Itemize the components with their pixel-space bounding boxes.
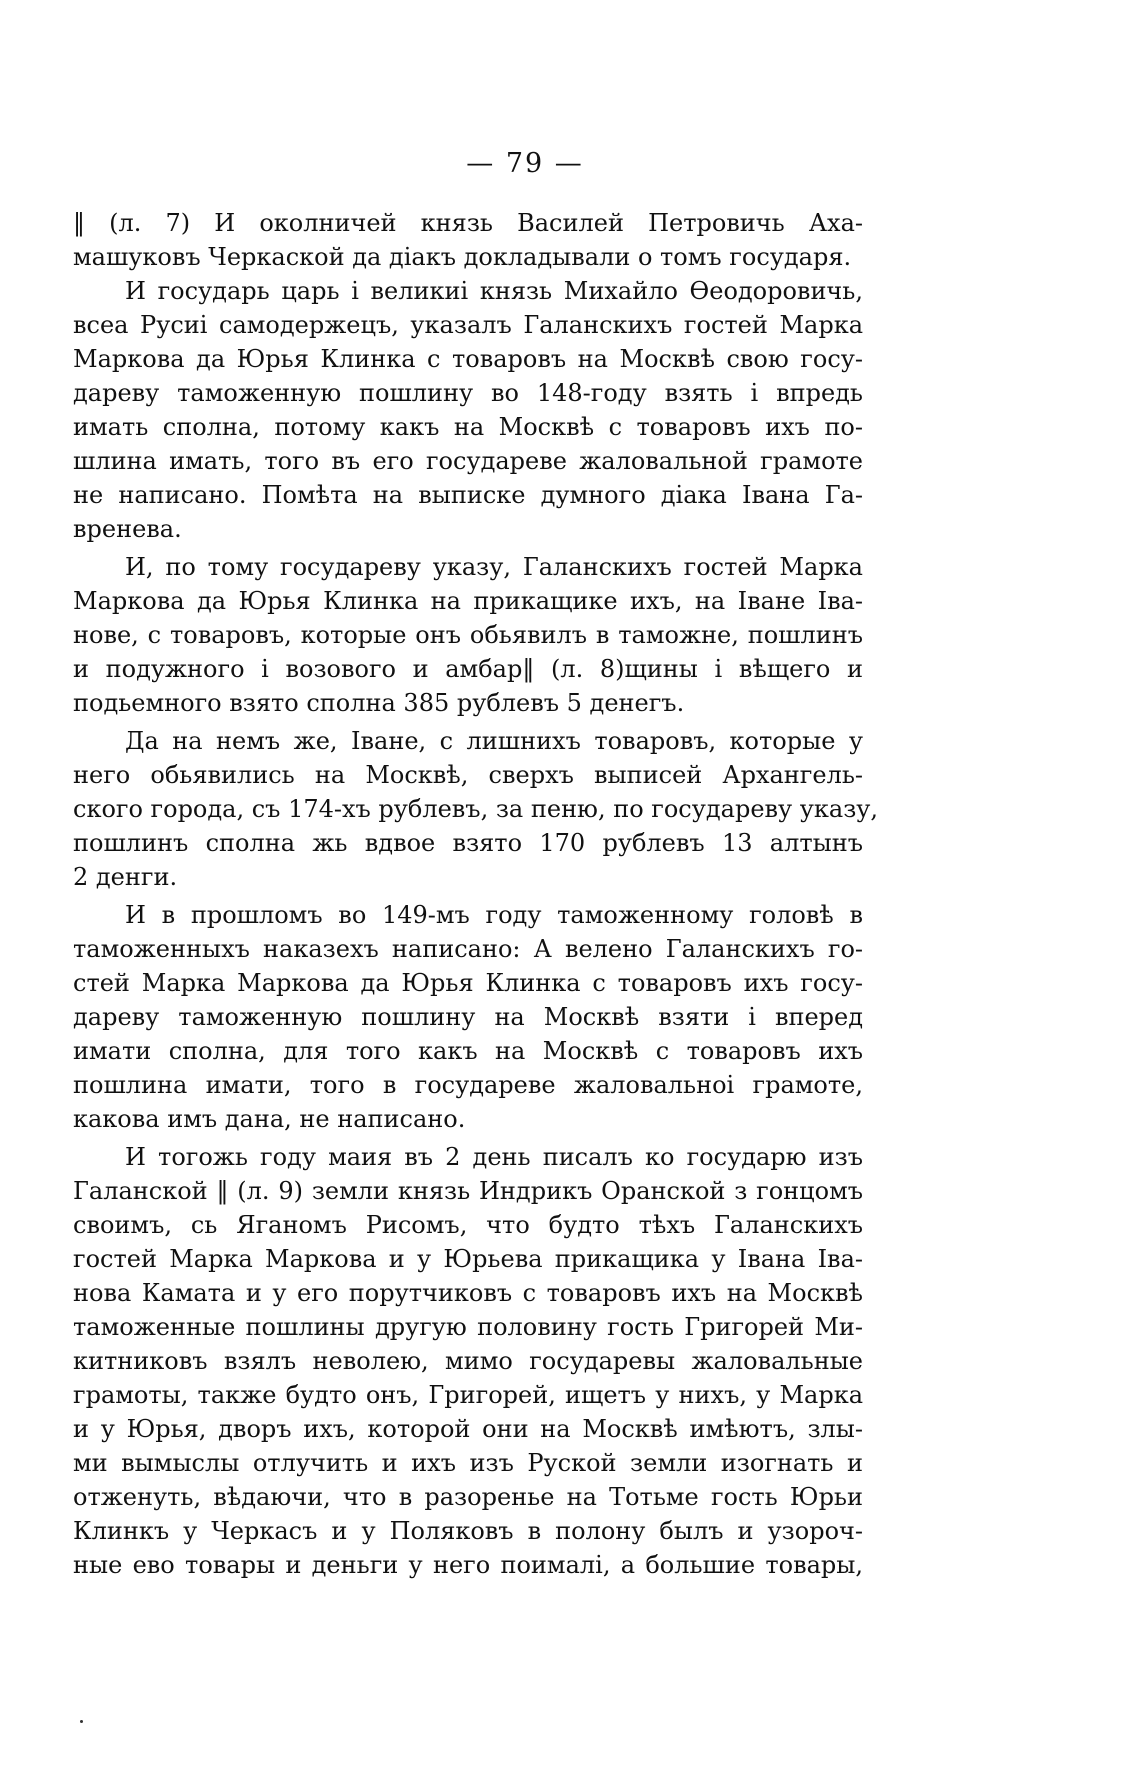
text-line: и у Юрья, дворъ ихъ, которой они на Москвѣ имѣютъ, злы- xyxy=(73,1415,863,1443)
text-line: ные ево товары и деньги у него поималі, а большие товары, xyxy=(73,1551,863,1579)
text-line: грамоты, также будто онъ, Григорей, ищетъ у нихъ, у Марка xyxy=(73,1381,863,1409)
text-line: отженуть, вѣдаючи, что в разоренье на Тотьме гость Юрьи xyxy=(73,1483,863,1511)
text-line: пошлина имати, того в государеве жаловальноі грамоте, xyxy=(73,1071,863,1099)
text-line: шлина имать, того въ его государеве жаловальной грамоте xyxy=(73,447,863,475)
text-line: гостей Марка Маркова и у Юрьева прикащика у Івана Іва- xyxy=(73,1245,863,1273)
text-line: И государь царь і великиі князь Михайло Өеодоровичь, xyxy=(125,277,863,305)
text-line: Да на немъ же, Іване, с лишнихъ товаровъ, которые у xyxy=(125,727,863,755)
text-line: И в прошломъ во 149-мъ году таможенному головѣ в xyxy=(125,901,863,929)
text-line: дареву таможенную пошлину во 148-году взять і впредь xyxy=(73,379,863,407)
text-line: какова имъ дана, не написано. xyxy=(73,1105,466,1133)
text-line: вренева. xyxy=(73,515,182,543)
text-line: 2 денги. xyxy=(73,863,178,891)
page-number: — 79 — xyxy=(466,148,584,179)
text-line: И, по тому государеву указу, Галанскихъ гостей Марка xyxy=(125,553,863,581)
text-line: Клинкъ у Черкасъ и у Поляковъ в полону былъ и узороч- xyxy=(73,1517,863,1545)
text-line: своимъ, сь Яганомъ Рисомъ, что будто тѣхъ Галанскихъ xyxy=(73,1211,863,1239)
text-line: нове, с товаровъ, которые онъ обьявилъ в таможне, пошлинъ xyxy=(73,621,863,649)
text-line: пошлинъ сполна жь вдвое взято 170 рублевъ 13 алтынъ xyxy=(73,829,863,857)
text-line: имати сполна, для того какъ на Москвѣ с товаровъ ихъ xyxy=(73,1037,863,1065)
text-line: подьемного взято сполна 385 рублевъ 5 денегъ. xyxy=(73,689,685,717)
text-line: Маркова да Юрья Клинка на прикащике ихъ, на Іване Іва- xyxy=(73,587,863,615)
text-line: него обьявились на Москвѣ, сверхъ выписей Архангель- xyxy=(73,761,863,789)
text-line: и подужного і возового и амбар‖ (л. 8)щины і вѣщего и xyxy=(73,655,863,683)
text-line: стей Марка Маркова да Юрья Клинка с товаровъ ихъ госу- xyxy=(73,969,863,997)
text-line: ‖ (л. 7) И околничей князь Василей Петровичь Аха- xyxy=(73,209,863,237)
text-line: таможенные пошлины другую половину гость Григорей Ми- xyxy=(73,1313,863,1341)
text-line: всеа Русиі самодержецъ, указалъ Галанскихъ гостей Марка xyxy=(73,311,863,339)
text-line: китниковъ взялъ неволею, мимо государевы жаловальные xyxy=(73,1347,863,1375)
text-line: не написано. Помѣта на выписке думного діака Івана Га- xyxy=(73,481,863,509)
text-line: имать сполна, потому какъ на Москвѣ с товаровъ ихъ по- xyxy=(73,413,863,441)
scan-speck xyxy=(80,1720,83,1723)
text-line: нова Камата и у его порутчиковъ с товаровъ ихъ на Москвѣ xyxy=(73,1279,863,1307)
text-line: машуковъ Черкаской да діакъ докладывали о томъ государя. xyxy=(73,243,852,271)
text-line: И тогожь году маия въ 2 день писалъ ко государю изъ xyxy=(125,1143,863,1171)
text-line: ского города, съ 174-хъ рублевъ, за пеню, по государеву указу, xyxy=(73,795,879,823)
text-line: Галанской ‖ (л. 9) земли князь Индрикъ Оранской з гонцомъ xyxy=(73,1177,863,1205)
body-text xyxy=(73,206,879,1582)
text-line: таможенныхъ наказехъ написано: А велено Галанскихъ го- xyxy=(73,935,863,963)
text-line: ми вымыслы отлучить и ихъ изъ Руской земли изогнать и xyxy=(73,1449,863,1477)
text-line: Маркова да Юрья Клинка с товаровъ на Москвѣ свою госу- xyxy=(73,345,863,373)
text-line: дареву таможенную пошлину на Москвѣ взяти і вперед xyxy=(73,1003,863,1031)
